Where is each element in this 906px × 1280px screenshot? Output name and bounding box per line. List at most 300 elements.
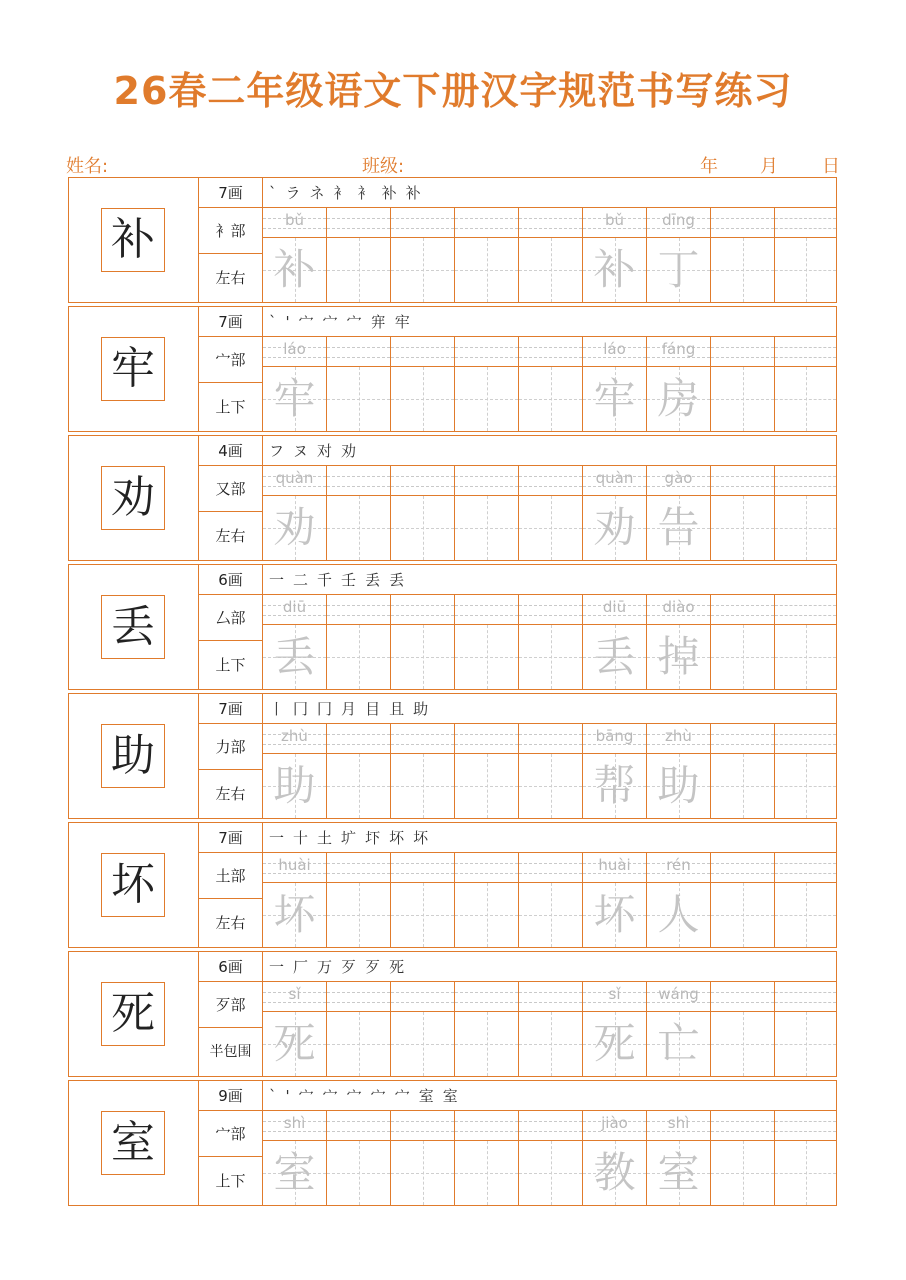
writing-cell[interactable] (647, 595, 711, 689)
stroke-step: 坏 (413, 829, 429, 847)
writing-cell[interactable] (327, 724, 391, 818)
stroke-step: 歹 (341, 958, 357, 976)
pinyin-text: jiào (601, 1114, 628, 1132)
name-label: 姓名: (66, 156, 109, 177)
writing-grid (263, 982, 836, 1076)
pinyin-text: zhù (665, 727, 692, 745)
pinyin-text: rén (666, 856, 691, 874)
pinyin-line (327, 595, 390, 625)
trace-char: 劝 (593, 503, 636, 552)
tian-grid (775, 754, 836, 818)
trace-char: 告 (657, 503, 700, 552)
writing-cell[interactable] (647, 853, 711, 947)
pinyin-line (519, 466, 582, 496)
stroke-step: 死 (389, 958, 405, 976)
trace-char (519, 883, 582, 947)
stroke-count: 7画 (199, 307, 263, 337)
char-block (68, 951, 837, 1077)
pinyin-text: sǐ (608, 985, 621, 1003)
radical: 歹部 (199, 982, 263, 1028)
writing-cell[interactable] (775, 724, 836, 818)
writing-cell[interactable] (391, 724, 455, 818)
tian-grid (519, 754, 582, 818)
tian-grid (519, 238, 582, 302)
tian-grid (647, 625, 710, 689)
radical: 宀部 (199, 337, 263, 383)
tian-grid (455, 883, 518, 947)
pinyin-line (775, 337, 836, 367)
writing-cell[interactable] (263, 337, 327, 431)
tian-grid (391, 1012, 454, 1076)
stroke-step: 歹 (365, 958, 381, 976)
pinyin-text: zhù (281, 727, 308, 745)
stroke-step: 宀 (346, 313, 362, 331)
trace-char (711, 238, 774, 302)
writing-cell[interactable] (519, 853, 583, 947)
pinyin-line (647, 1111, 710, 1141)
radical: 力部 (199, 724, 263, 770)
radical: 又部 (199, 466, 263, 512)
writing-grid (263, 466, 836, 560)
pinyin-line (391, 595, 454, 625)
writing-cell[interactable] (391, 595, 455, 689)
pinyin-line (519, 595, 582, 625)
stroke-step: ヌ (293, 442, 309, 460)
writing-cell[interactable] (711, 1111, 775, 1205)
writing-cell[interactable] (711, 337, 775, 431)
writing-cell[interactable] (583, 982, 647, 1076)
class-label: 班级: (362, 156, 405, 177)
stroke-step: 圹 (341, 829, 357, 847)
structure: 左右 (199, 254, 263, 302)
writing-cell[interactable] (647, 724, 711, 818)
writing-cell[interactable] (263, 982, 327, 1076)
tian-grid (711, 1141, 774, 1205)
tian-grid (327, 1012, 390, 1076)
trace-char: 死 (593, 1019, 636, 1068)
radical: 土部 (199, 853, 263, 899)
tian-grid (583, 754, 646, 818)
tian-grid (263, 496, 326, 560)
stroke-step: 牢 (394, 313, 410, 331)
tian-grid (775, 496, 836, 560)
writing-cell[interactable] (647, 337, 711, 431)
tian-grid (775, 1012, 836, 1076)
tian-grid (711, 496, 774, 560)
stroke-step: 宀 (298, 313, 314, 331)
pinyin-text: láo (603, 340, 626, 358)
writing-cell[interactable] (711, 466, 775, 560)
tian-grid (519, 367, 582, 431)
tian-grid (391, 496, 454, 560)
writing-cell[interactable] (391, 982, 455, 1076)
trace-char: 丢 (273, 632, 316, 681)
tian-grid (391, 883, 454, 947)
pinyin-line (455, 724, 518, 754)
trace-char (711, 883, 774, 947)
model-char-cell (69, 1081, 199, 1205)
writing-cell[interactable] (775, 208, 836, 302)
pinyin-text: fáng (661, 340, 696, 358)
stroke-step: 宀 (370, 1087, 386, 1105)
trace-char (519, 238, 582, 302)
model-char: 室 (101, 1111, 165, 1175)
pinyin-line (775, 982, 836, 1012)
pinyin-line (647, 724, 710, 754)
trace-char (519, 1141, 582, 1205)
writing-cell[interactable] (391, 466, 455, 560)
stroke-order (263, 1081, 836, 1111)
writing-cell[interactable] (263, 595, 327, 689)
trace-char: 助 (273, 761, 316, 810)
writing-cell[interactable] (519, 208, 583, 302)
stroke-count: 9画 (199, 1081, 263, 1111)
tian-grid (647, 238, 710, 302)
pinyin-line (327, 853, 390, 883)
writing-cell[interactable] (455, 853, 519, 947)
stroke-step: 千 (317, 571, 333, 589)
writing-cell[interactable] (327, 1111, 391, 1205)
writing-cell[interactable] (583, 853, 647, 947)
model-char: 补 (101, 208, 165, 272)
pinyin-line (583, 208, 646, 238)
char-block (68, 306, 837, 432)
pinyin-line (327, 1111, 390, 1141)
stroke-count: 6画 (199, 952, 263, 982)
writing-cell[interactable] (647, 208, 711, 302)
writing-cell[interactable] (583, 1111, 647, 1205)
trace-char (327, 1012, 390, 1076)
pinyin-line (711, 466, 774, 496)
tian-grid (711, 1012, 774, 1076)
writing-cell[interactable] (391, 1111, 455, 1205)
model-char: 助 (101, 724, 165, 788)
pinyin-line (711, 1111, 774, 1141)
trace-char (391, 883, 454, 947)
pinyin-line (327, 466, 390, 496)
writing-cell[interactable] (711, 982, 775, 1076)
tian-grid (391, 367, 454, 431)
trace-char (455, 367, 518, 431)
stroke-step: 冂 (317, 700, 333, 718)
stroke-step: 丨 (269, 700, 285, 718)
pinyin-line (711, 853, 774, 883)
tian-grid (263, 238, 326, 302)
pinyin-line (583, 853, 646, 883)
writing-cell[interactable] (647, 466, 711, 560)
trace-char: 补 (593, 245, 636, 294)
pinyin-line (711, 208, 774, 238)
pinyin-line (583, 724, 646, 754)
pinyin-line (455, 1111, 518, 1141)
writing-cell[interactable] (775, 595, 836, 689)
tian-grid (263, 625, 326, 689)
trace-char (391, 367, 454, 431)
tian-grid (327, 1141, 390, 1205)
stroke-step: 一 (269, 571, 285, 589)
tian-grid (327, 367, 390, 431)
tian-grid (455, 1141, 518, 1205)
pinyin-line (647, 337, 710, 367)
char-block (68, 822, 837, 948)
char-block (68, 1080, 837, 1206)
pinyin-line (455, 982, 518, 1012)
writing-cell[interactable] (455, 982, 519, 1076)
pinyin-line (263, 595, 326, 625)
stroke-count: 7画 (199, 823, 263, 853)
pinyin-line (263, 724, 326, 754)
writing-cell[interactable] (775, 466, 836, 560)
trace-char (711, 1141, 774, 1205)
writing-cell[interactable] (455, 337, 519, 431)
tian-grid (519, 883, 582, 947)
pinyin-line (711, 724, 774, 754)
pinyin-text: sǐ (288, 985, 301, 1003)
pinyin-text: diū (282, 598, 307, 616)
writing-cell[interactable] (583, 208, 647, 302)
writing-cell[interactable] (583, 337, 647, 431)
tian-grid (519, 1012, 582, 1076)
tian-grid (327, 625, 390, 689)
writing-cell[interactable] (519, 724, 583, 818)
writing-cell[interactable] (711, 724, 775, 818)
writing-cell[interactable] (263, 853, 327, 947)
stroke-order (263, 565, 836, 595)
tian-grid (583, 1012, 646, 1076)
writing-cell[interactable] (327, 466, 391, 560)
model-char-cell (69, 178, 199, 302)
stroke-step: 室 (442, 1087, 458, 1105)
writing-cell[interactable] (519, 337, 583, 431)
stroke-count: 4画 (199, 436, 263, 466)
stroke-step: 补 (381, 184, 397, 202)
trace-char: 丢 (593, 632, 636, 681)
structure: 上下 (199, 641, 263, 689)
pinyin-line (647, 466, 710, 496)
writing-cell[interactable] (775, 337, 836, 431)
tian-grid (455, 1012, 518, 1076)
pinyin-line (519, 337, 582, 367)
trace-char: 坏 (593, 890, 636, 939)
trace-char: 亡 (657, 1019, 700, 1068)
char-block (68, 564, 837, 690)
stroke-step: 冂 (293, 700, 309, 718)
writing-cell[interactable] (327, 982, 391, 1076)
tian-grid (391, 625, 454, 689)
trace-char: 死 (273, 1019, 316, 1068)
writing-cell[interactable] (519, 982, 583, 1076)
stroke-step: 万 (317, 958, 333, 976)
writing-cell[interactable] (583, 724, 647, 818)
tian-grid (327, 754, 390, 818)
writing-cell[interactable] (391, 853, 455, 947)
writing-cell[interactable] (455, 724, 519, 818)
trace-char (327, 496, 390, 560)
pinyin-line (391, 982, 454, 1012)
writing-cell[interactable] (519, 466, 583, 560)
trace-char: 室 (273, 1148, 316, 1197)
pinyin-line (775, 724, 836, 754)
trace-char (711, 496, 774, 560)
pinyin-text: quàn (595, 469, 634, 487)
trace-char: 房 (657, 374, 700, 423)
trace-char (711, 367, 774, 431)
writing-cell[interactable] (391, 337, 455, 431)
tian-grid (519, 496, 582, 560)
pinyin-line (519, 982, 582, 1012)
trace-char (455, 238, 518, 302)
trace-char (711, 754, 774, 818)
writing-grid (263, 724, 836, 818)
stroke-order (263, 307, 836, 337)
pinyin-line (391, 208, 454, 238)
writing-cell[interactable] (327, 595, 391, 689)
stroke-step: 且 (389, 700, 405, 718)
writing-cell[interactable] (519, 595, 583, 689)
pinyin-line (519, 1111, 582, 1141)
writing-cell[interactable] (263, 1111, 327, 1205)
pinyin-text: bāng (595, 727, 634, 745)
pinyin-line (263, 208, 326, 238)
writing-cell[interactable] (775, 1111, 836, 1205)
tian-grid (583, 1141, 646, 1205)
writing-cell[interactable] (327, 337, 391, 431)
trace-char: 劝 (273, 503, 316, 552)
writing-cell[interactable] (583, 595, 647, 689)
writing-cell[interactable] (455, 1111, 519, 1205)
tian-grid (775, 367, 836, 431)
tian-grid (711, 625, 774, 689)
tian-grid (775, 625, 836, 689)
tian-grid (327, 238, 390, 302)
writing-cell[interactable] (263, 208, 327, 302)
tian-grid (263, 754, 326, 818)
writing-cell[interactable] (455, 208, 519, 302)
stroke-step: 月 (341, 700, 357, 718)
writing-cell[interactable] (775, 853, 836, 947)
stroke-step: 补 (405, 184, 421, 202)
page-title: 26春二年级语文下册汉字规范书写练习 (113, 69, 793, 113)
structure: 左右 (199, 770, 263, 818)
trace-char (391, 1012, 454, 1076)
trace-char (775, 625, 836, 689)
pinyin-line (647, 982, 710, 1012)
trace-char (519, 367, 582, 431)
radical: 宀部 (199, 1111, 263, 1157)
pinyin-text: huài (598, 856, 631, 874)
stroke-step: フ (269, 442, 285, 460)
writing-cell[interactable] (455, 466, 519, 560)
writing-cell[interactable] (647, 1111, 711, 1205)
writing-grid (263, 1111, 836, 1205)
trace-char (327, 754, 390, 818)
model-char: 丢 (101, 595, 165, 659)
stroke-step: 丢 (365, 571, 381, 589)
writing-cell[interactable] (327, 208, 391, 302)
pinyin-line (455, 337, 518, 367)
writing-cell[interactable] (583, 466, 647, 560)
trace-char: 室 (657, 1148, 700, 1197)
trace-char: 坏 (273, 890, 316, 939)
trace-char: 帮 (593, 761, 636, 810)
stroke-step: 衤 (333, 184, 349, 202)
tian-grid (647, 754, 710, 818)
char-block (68, 177, 837, 303)
model-char-cell (69, 694, 199, 818)
writing-cell[interactable] (519, 1111, 583, 1205)
tian-grid (583, 625, 646, 689)
pinyin-text: huài (278, 856, 311, 874)
tian-grid (647, 1141, 710, 1205)
stroke-count: 7画 (199, 178, 263, 208)
writing-cell[interactable] (775, 982, 836, 1076)
pinyin-line (711, 982, 774, 1012)
stroke-step: 室 (418, 1087, 434, 1105)
pinyin-line (519, 208, 582, 238)
stroke-step: 助 (413, 700, 429, 718)
tian-grid (775, 1141, 836, 1205)
writing-cell[interactable] (327, 853, 391, 947)
tian-grid (775, 883, 836, 947)
writing-grid (263, 853, 836, 947)
trace-char (775, 1141, 836, 1205)
pinyin-text: láo (283, 340, 306, 358)
tian-grid (455, 754, 518, 818)
writing-cell[interactable] (711, 208, 775, 302)
trace-char (327, 238, 390, 302)
day-label: 日 (822, 156, 840, 177)
writing-cell[interactable] (263, 466, 327, 560)
tian-grid (391, 238, 454, 302)
writing-cell[interactable] (647, 982, 711, 1076)
writing-cell[interactable] (711, 595, 775, 689)
structure: 左右 (199, 899, 263, 947)
trace-char: 助 (657, 761, 700, 810)
char-block (68, 435, 837, 561)
model-char: 死 (101, 982, 165, 1046)
trace-char (775, 367, 836, 431)
pinyin-line (327, 982, 390, 1012)
stroke-order (263, 436, 836, 466)
stroke-step: ` (269, 184, 277, 202)
tian-grid (711, 754, 774, 818)
trace-char (455, 1141, 518, 1205)
stroke-count: 6画 (199, 565, 263, 595)
pinyin-text: bǔ (284, 211, 305, 229)
stroke-step: 目 (365, 700, 381, 718)
writing-cell[interactable] (455, 595, 519, 689)
writing-cell[interactable] (711, 853, 775, 947)
year-label: 年 (700, 156, 718, 177)
writing-cell[interactable] (391, 208, 455, 302)
writing-grid (263, 208, 836, 302)
trace-char: 人 (657, 890, 700, 939)
tian-grid (327, 883, 390, 947)
stroke-step: 宀 (346, 1087, 362, 1105)
writing-cell[interactable] (263, 724, 327, 818)
pinyin-text: dīng (662, 211, 695, 229)
tian-grid (455, 496, 518, 560)
pinyin-line (775, 595, 836, 625)
trace-char (455, 754, 518, 818)
stroke-order (263, 823, 836, 853)
pinyin-line (519, 853, 582, 883)
trace-char (775, 1012, 836, 1076)
tian-grid (583, 367, 646, 431)
pinyin-line (391, 853, 454, 883)
tian-grid (263, 883, 326, 947)
stroke-count: 7画 (199, 694, 263, 724)
